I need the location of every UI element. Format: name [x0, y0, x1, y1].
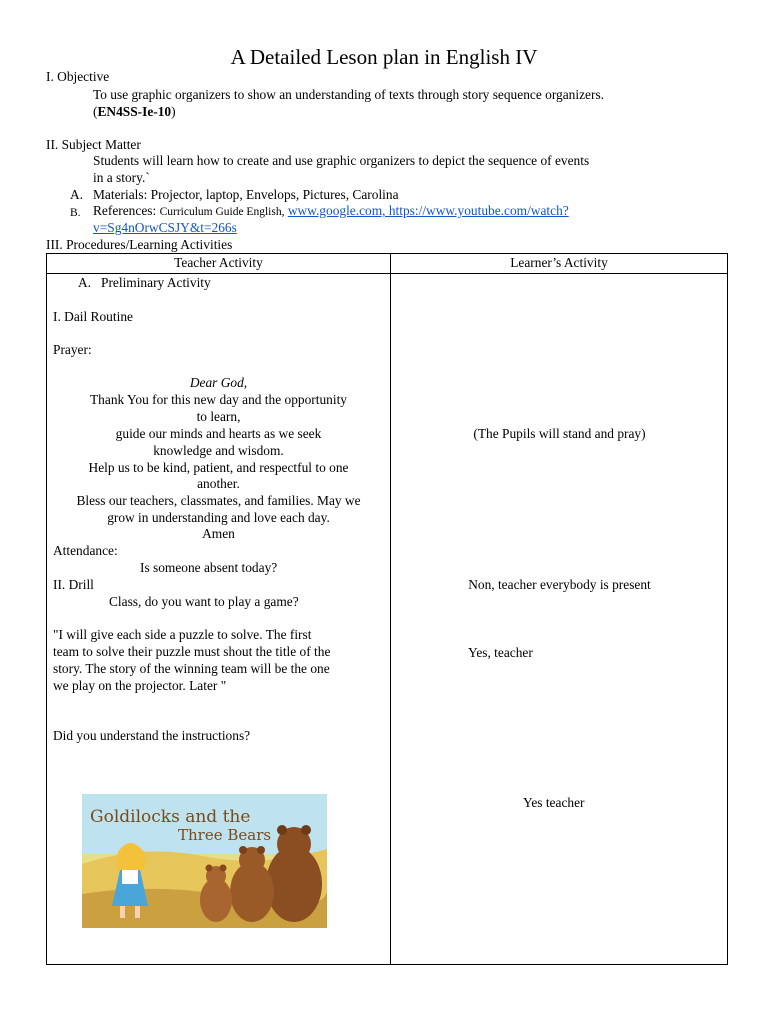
- daily-routine: I. Dail Routine: [53, 309, 133, 324]
- objective-heading: I. Objective: [46, 69, 110, 84]
- objective-code-line: [93, 104, 176, 121]
- prayer-line-0: Dear God,: [189, 375, 248, 390]
- learner-present: Non, teacher everybody is present: [468, 577, 651, 592]
- learner-pray: (The Pupils will stand and pray): [473, 426, 646, 441]
- references-source: Curriculum Guide English,: [159, 206, 285, 218]
- learner-yes-2: Yes teacher: [523, 795, 585, 810]
- attendance-label: Attendance:: [53, 543, 118, 558]
- references-line: [93, 203, 569, 221]
- learner-activity-cell: [391, 274, 728, 965]
- cover-title-line2: Three Bears: [178, 826, 272, 844]
- goldilocks-story-image: [82, 794, 327, 928]
- table-row: [47, 274, 728, 965]
- understand-question: Did you understand the instructions?: [53, 728, 251, 743]
- prayer-line-2: to learn,: [196, 409, 241, 424]
- preliminary-marker: A.: [78, 275, 92, 290]
- materials-marker: A.: [70, 187, 84, 202]
- drill-heading: II. Drill: [53, 577, 94, 592]
- preliminary-activity: Preliminary Activity: [101, 275, 211, 290]
- game-question: Class, do you want to play a game?: [109, 594, 299, 609]
- instructions-line-1: team to solve their puzzle must shout the title of the: [53, 644, 331, 659]
- objective-text: To use graphic organizers to show an understanding of texts through story sequence organizers.: [93, 87, 605, 102]
- materials-text: Materials: Projector, laptop, Envelops, Pictures, Carolina: [93, 187, 399, 202]
- reference-link[interactable]: www.google.com, https://www.youtube.com/watch?: [287, 203, 569, 218]
- references-marker: B.: [70, 207, 81, 219]
- prayer-label: Prayer:: [53, 342, 92, 357]
- instructions-line-2: story. The story of the winning team will be the one: [53, 661, 330, 676]
- document-title: A Detailed Leson plan in English IV: [230, 45, 538, 69]
- code-paren-open: (: [93, 104, 98, 119]
- instructions-line-3: we play on the projector. Later ": [53, 678, 227, 693]
- table-header-row: [47, 254, 728, 274]
- learner-activity-header: Learner’s Activity: [391, 254, 728, 274]
- prayer-line-6: another.: [197, 476, 240, 491]
- reference-link-part2[interactable]: v=Sg4nOrwCSJY&t=266s: [93, 220, 237, 235]
- prayer-line-1: Thank You for this new day and the opportunity: [90, 392, 347, 407]
- learner-yes-1: Yes, teacher: [468, 645, 533, 660]
- prayer-line-8: grow in understanding and love each day.: [107, 510, 330, 525]
- prayer-line-9: Amen: [202, 526, 235, 541]
- subject-matter-line1: Students will learn how to create and use graphic organizers to depict the sequence of events: [93, 153, 590, 168]
- code-paren-close: ): [171, 104, 176, 119]
- story-illustration: [82, 794, 327, 928]
- attendance-question: Is someone absent today?: [140, 560, 278, 575]
- prayer-line-7: Bless our teachers, classmates, and families. May we: [76, 493, 361, 508]
- instructions-line-0: "I will give each side a puzzle to solve. The first: [53, 627, 312, 642]
- prayer-line-4: knowledge and wisdom.: [153, 443, 284, 458]
- subject-matter-heading: II. Subject Matter: [46, 137, 141, 152]
- references-label: References:: [93, 203, 157, 218]
- teacher-activity-cell: [47, 274, 391, 965]
- procedures-heading: III. Procedures/Learning Activities: [46, 237, 233, 252]
- competency-code: EN4SS-Ie-10: [97, 104, 172, 119]
- activities-table: [46, 253, 728, 965]
- reference-link-continued[interactable]: [93, 220, 237, 237]
- prayer-line-3: guide our minds and hearts as we seek: [115, 426, 322, 441]
- prayer-line-5: Help us to be kind, patient, and respectful to one: [88, 460, 349, 475]
- teacher-activity-header: Teacher Activity: [47, 254, 391, 274]
- cover-title-line1: Goldilocks and the: [90, 807, 251, 827]
- subject-matter-line2: in a story.`: [93, 170, 150, 185]
